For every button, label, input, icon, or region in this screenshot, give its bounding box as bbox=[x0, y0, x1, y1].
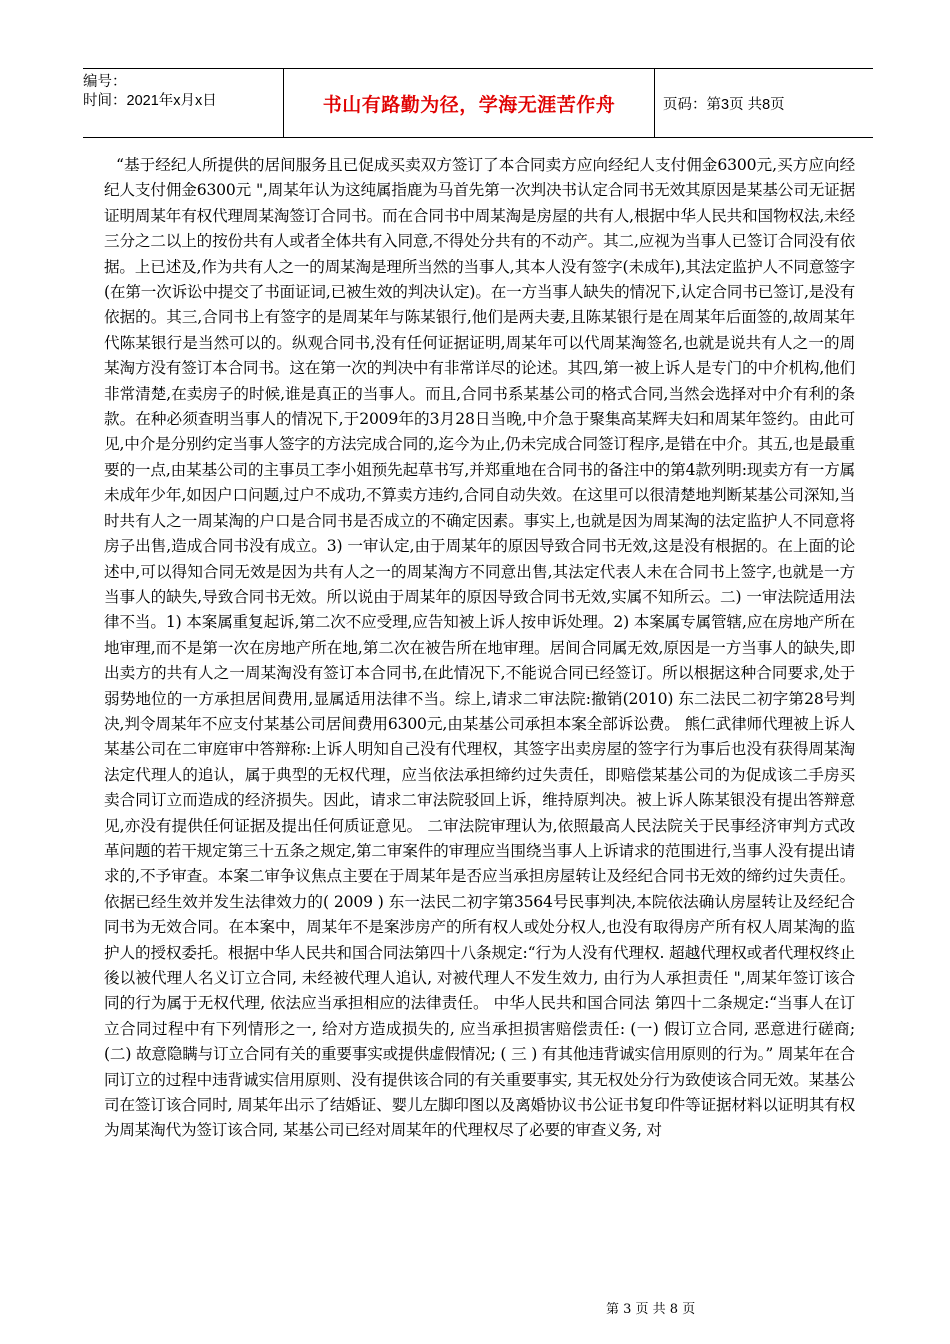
document-number-label: 编号： bbox=[83, 74, 127, 90]
header-motto: 书山有路勤为径，学海无涯苦作舟 bbox=[284, 69, 655, 137]
header-page-info: 页码：第3页 共8页 bbox=[663, 96, 785, 113]
page-header bbox=[83, 68, 873, 138]
header-meta bbox=[83, 69, 284, 137]
document-time-label: 时间：2021年x月x日 bbox=[83, 93, 217, 109]
body-paragraph: “基于经纪人所提供的居间服务且已促成买卖双方签订了本合同卖方应向经纪人支付佣金6300元,买方应向经纪人支付佣金6300元 ",周某年认为这纯属指鹿为马首先第一次判决书认定合同书无效其原因是某基公司无证据证明周某年有权代理周某淘签订合同书。而在合同书中周某淘是房屋的共有人,根据中华人民共和国物权法,未经三分之二以上的按份共有人或者全体共有入同意,不得处分共有的不动产。其二,应视为当事人已签订合同没有依据。上已述及,作为共有人之一的周某淘是理所当然的当事人,其本人没有签字(未成年),其法定监护人不同意签字(在第一次诉讼中提交了书面证词,已被生效的判决认定)。在一方当事人缺失的情况下,认定合同书已签订,是没有依据的。其三,合同书上有签字的是周某年与陈某银行,他们是两夫妻,且陈某银行是在周某年后面签的,故周某年代陈某银行是当然可以的。纵观合同书,没有任何证据证明,周某年可以代周某淘签名,也就是说共有人之一的周某淘方没有签订本合同书。这在第一次的判决中有非常详尽的论述。其四,第一被上诉人是专门的中介机构,他们非常清楚,在卖房子的时候,谁是真正的当事人。而且,合同书系某基公司的格式合同,当然会选择对中介有利的条款。在种必须查明当事人的情况下,于2009年的3月28日当晚,中介急于聚集高某辉夫妇和周某年签约。由此可见,中介是分别约定当事人签字的方法完成合同的,迄今为止,仍未完成合同签订程序,是错在中介。其五,也是最重要的一点,由某基公司的主事员工李小姐预先起草书写,并郑重地在合同书的备注中的第4款列明:现卖方有一方属未成年少年,如因户口问题,过户不成功,不算卖方违约,合同自动失效。在这里可以很清楚地判断某基公司深知,当时共有人之一周某淘的户口是合同书是否成立的不确定因素。事实上,也就是因为周某淘的法定监护人不同意将房子出售,造成合同书没有成立。3) 一审认定,由于周某年的原因导致合同书无效,这是没有根据的。在上面的论述中,可以得知合同无效是因为共有人之一的周某淘方不同意出售,其法定代表人未在合同书上签字,也就是一方当事人的缺失,导致合同书无效。所以说由于周某年的原因导致合同书无效,实属不知所云。二) 一审法院适用法律不当。1) 本案属重复起诉,第二次不应受理,应告知被上诉人按申诉处理。2) 本案属专属管辖,应在房地产所在地审理,而不是第一次在房地产所在地,第二次在被告所在地审理。居间合同属无效,原因是一方当事人的缺失,即出卖方的共有人之一周某淘没有签订本合同书,在此情况下,不能说合同已经签订。所以根据这种合同要求,处于弱势地位的一方承担居间费用,显属适用法律不当。综上,请求二审法院:撤销(2010) 东二法民二初字第28号判决,判令周某年不应支付某基公司居间费用6300元,由某基公司承担本案全部诉讼费。 熊仁武律师代理被上诉人某基公司在二审庭审中答辩称:上诉人明知自己没有代理权，其签字出卖房屋的签字行为事后也没有获得周某淘法定代理人的追认，属于典型的无权代理，应当依法承担缔约过失责任，即赔偿某基公司的为促成该二手房买卖合同订立而造成的经济损失。因此，请求二审法院驳回上诉，维持原判决。被上诉人陈某银没有提出答辩意见,亦没有提供任何证据及提出任何质证意见。 二审法院审理认为,依照最高人民法院关于民事经济审判方式改革问题的若干规定第三十五条之规定,第二审案件的审理应当围绕当事人上诉请求的范围进行,当事人没有提出请求的,不予审查。本案二审争议焦点主要在于周某年是否应当承担房屋转让及经纪合同书无效的缔约过失责任。依据已经生效并发生法律效力的( 2009 ) 东一法民二初字第3564号民事判决,本院依法确认房屋转让及经纪合同书为无效合同。在本案中，周某年不是案涉房产的所有权人或处分权人,也没有取得房产所有权人周某淘的监护人的授权委托。根据中华人民共和国合同法第四十八条规定:“行为人没有代理权. 超越代理权或者代理权终止後以被代理人名义订立合同, 未经被代理人追认, 对被代理人不发生效力, 由行为人承担责任 ",周某年签订该合同的行为属于无权代理, 依法应当承担相应的法律责任。 中华人民共和国合同法 第四十二条规定:“当事人在订立合同过程中有下列情形之一, 给对方造成损失的, 应当承担损害赔偿责任: (一) 假订立合同, 恶意进行磋商; (二) 故意隐瞒与订立合同有关的重要事实或提供虚假情况; ( 三 ) 有其他违背诚实信用原则的行为。” 周某年在合同订立的过程中违背诚实信用原则、没有提供该合同的有关重要事实, 其无权处分行为致使该合同无效。某基公司在签订该合同时, 周某年出示了结婚证、婴儿左脚印图以及离婚协议书公证书复印件等证据材料以证明其有权为周某淘代为签订该合同, 某基公司已经对周某年的代理权尽了必要的审查义务, 对 bbox=[104, 156, 855, 1140]
page-footer: 第 3 页 共 8 页 bbox=[606, 1302, 696, 1317]
